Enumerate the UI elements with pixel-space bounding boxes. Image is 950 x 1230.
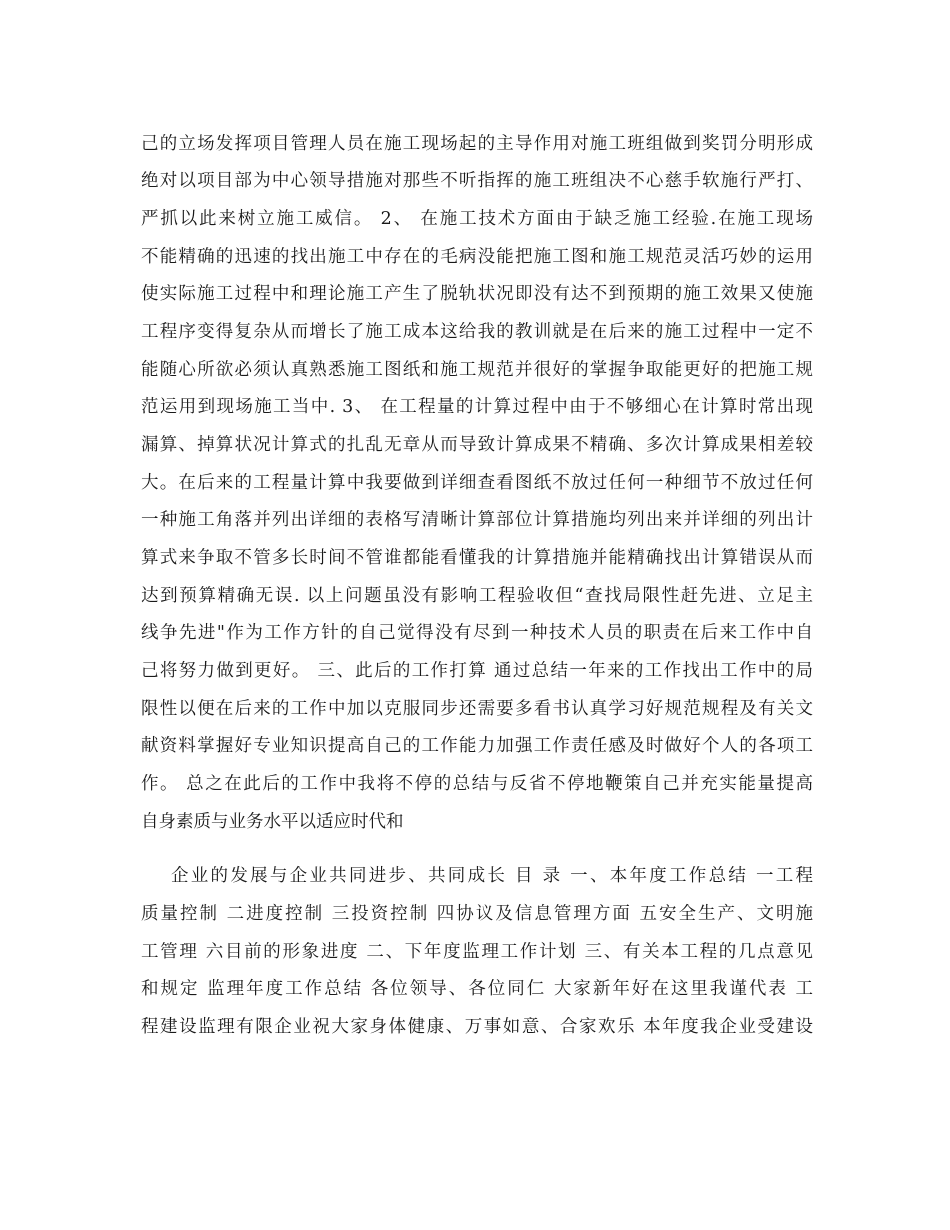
text-line: 漏算、掉算状况计算式的扎乱无章从而导致计算成果不精确、多次计算成果相差较 bbox=[141, 435, 813, 455]
text-line: 线争先进"作为工作方针的自己觉得没有尽到一种技术人员的职责在后来工作中自 bbox=[141, 623, 813, 643]
text-line: 使实际施工过程中和理论施工产生了脱轨状况即没有达不到预期的施工效果又使施 bbox=[141, 284, 813, 304]
text-line: 不能精确的迅速的找出施工中存在的毛病没能把施工图和施工规范灵活巧妙的运用 bbox=[141, 247, 813, 267]
text-line: 献资料掌握好专业知识提高自己的工作能力加强工作责任感及时做好个人的各项工 bbox=[141, 736, 813, 756]
text-line: 绝对以项目部为中心领导措施对那些不听指挥的施工班组决不心慈手软施行严打、 bbox=[141, 171, 813, 191]
text-line: 能随心所欲必须认真熟悉施工图纸和施工规范并很好的掌握争取能更好的把施工规 bbox=[141, 360, 813, 380]
text-line: 和规定 监理年度工作总结 各位领导、各位同仁 大家新年好在这里我谨代表 工 bbox=[141, 979, 813, 999]
text-line: 质量控制 二进度控制 三投资控制 四协议及信息管理方面 五安全生产、文明施 bbox=[141, 904, 813, 924]
text-line: 范运用到现场施工当中. 3、 在工程量的计算过程中由于不够细心在计算时常出现 bbox=[141, 397, 813, 417]
text-line: 企业的发展与企业共同进步、共同成长 目 录 一、本年度工作总结 一工程 bbox=[171, 866, 813, 886]
text-line: 工程序变得复杂从而增长了施工成本这给我的教训就是在后来的施工过程中一定不 bbox=[141, 322, 813, 342]
text-line: 程建设监理有限企业祝大家身体健康、万事如意、合家欢乐 本年度我企业受建设 bbox=[141, 1017, 813, 1037]
text-line: 自身素质与业务水平以适应时代和 bbox=[141, 812, 404, 832]
text-line: 作。 总之在此后的工作中我将不停的总结与反省不停地鞭策自己并充实能量提高 bbox=[141, 774, 813, 794]
text-line: 限性以便在后来的工作中加以克服同步还需要多看书认真学习好规范规程及有关文 bbox=[141, 699, 813, 719]
text-line: 工管理 六目前的形象进度 二、下年度监理工作计划 三、有关本工程的几点意见 bbox=[141, 942, 813, 962]
text-line: 达到预算精确无误. 以上问题虽没有影响工程验收但“查找局限性赶先进、立足主 bbox=[141, 586, 813, 606]
text-line: 己的立场发挥项目管理人员在施工现场起的主导作用对施工班组做到奖罚分明形成 bbox=[141, 134, 813, 154]
text-line: 算式来争取不管多长时间不管谁都能看懂我的计算措施并能精确找出计算错误从而 bbox=[141, 548, 813, 568]
text-line: 严抓以此来树立施工威信。 2、 在施工技术方面由于缺乏施工经验.在施工现场 bbox=[141, 209, 813, 229]
text-line: 大。在后来的工程量计算中我要做到详细查看图纸不放过任何一种细节不放过任何 bbox=[141, 473, 813, 493]
text-line: 己将努力做到更好。 三、此后的工作打算 通过总结一年来的工作找出工作中的局 bbox=[141, 661, 813, 681]
text-line: 一种施工角落并列出详细的表格写清晰计算部位计算措施均列出来并详细的列出计 bbox=[141, 510, 813, 530]
